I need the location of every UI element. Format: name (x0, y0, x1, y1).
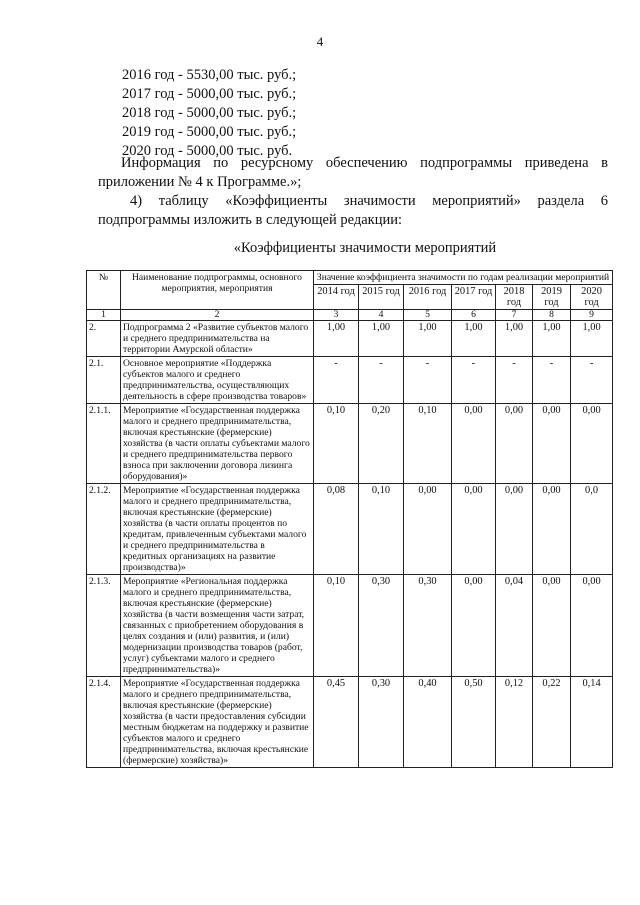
row-value: 0,40 (404, 677, 452, 768)
row-value: 0,45 (314, 677, 359, 768)
row-value: 1,00 (496, 321, 533, 357)
row-number: 2.1.3. (87, 575, 121, 677)
column-index: 4 (359, 310, 404, 321)
row-value: 0,30 (404, 575, 452, 677)
row-value: 1,00 (533, 321, 571, 357)
budget-list (122, 66, 296, 161)
row-name: Мероприятие «Государственная поддержка малого и среднего предпринимательства, включая крестьянские (фермерские) хозяйства (в части оплаты субъектами малого и среднего предпринимательства первого взноса при заключении договора лизинга оборудования)» (121, 404, 314, 484)
row-name: Мероприятие «Государственная поддержка малого и среднего предпринимательства, включая крестьянские (фермерские) хозяйства (в части оплаты процентов по кредитам, привлеченным субъектами малого и среднего предпринимательства в кредитных организациях на развитие производства)» (121, 484, 314, 575)
row-number: 2.1. (87, 357, 121, 404)
row-value: - (571, 357, 613, 404)
header-year: 2019 год (533, 285, 571, 310)
row-value: 1,00 (452, 321, 496, 357)
row-number: 2.1.2. (87, 484, 121, 575)
row-value: 0,10 (359, 484, 404, 575)
budget-line: 2020 год - 5000,00 тыс. руб. (122, 143, 293, 159)
row-value: 0,10 (314, 404, 359, 484)
row-value: 1,00 (404, 321, 452, 357)
budget-line: 2018 год - 5000,00 тыс. руб.; (122, 105, 297, 121)
column-index: 8 (533, 310, 571, 321)
column-index: 6 (452, 310, 496, 321)
row-value: 0,00 (571, 575, 613, 677)
row-value: - (496, 357, 533, 404)
column-index: 3 (314, 310, 359, 321)
row-value: - (404, 357, 452, 404)
row-value: 0,22 (533, 677, 571, 768)
row-name: Мероприятие «Региональная поддержка малого и среднего предпринимательства, включая крестьянские (фермерские) хозяйства (в части возмещения части затрат, связанных с приобретением оборудования в целях создания и (или) развития, и (или) модернизации производства товаров (работ, услуг) субъектами малого и среднего предпринимательства)» (121, 575, 314, 677)
budget-line: 2019 год - 5000,00 тыс. руб.; (122, 124, 297, 140)
coefficients-table (86, 270, 613, 768)
column-index: 5 (404, 310, 452, 321)
row-value: 0,30 (359, 575, 404, 677)
page-number: 4 (316, 34, 324, 49)
budget-line: 2017 год - 5000,00 тыс. руб.; (122, 86, 297, 102)
header-year: 2018 год (496, 285, 533, 310)
table-row (87, 575, 613, 677)
row-value: 0,10 (314, 575, 359, 677)
row-value: 0,00 (571, 404, 613, 484)
table-row (87, 677, 613, 768)
column-index: 2 (121, 310, 314, 321)
row-value: 0,00 (533, 484, 571, 575)
row-value: 0,00 (452, 484, 496, 575)
row-value: 0,00 (496, 484, 533, 575)
row-value: 0,08 (314, 484, 359, 575)
column-index: 7 (496, 310, 533, 321)
table-row (87, 404, 613, 484)
table-row (87, 357, 613, 404)
amendment-paragraph: 4) таблицу «Коэффициенты значимости мероприятий» раздела 6 подпрограммы изложить в следующей редакции: (98, 193, 608, 228)
row-value: 1,00 (314, 321, 359, 357)
row-value: 0,20 (359, 404, 404, 484)
resource-paragraph: Информация по ресурсному обеспечению подпрограммы приведена в приложении № 4 к Программе.»; (98, 155, 608, 190)
table-row (87, 321, 613, 357)
header-name: Наименование подпрограммы, основного мероприятия, мероприятия (121, 271, 314, 310)
row-value: - (359, 357, 404, 404)
column-index: 1 (87, 310, 121, 321)
row-value: 0,00 (452, 575, 496, 677)
row-value: 0,10 (404, 404, 452, 484)
row-value: 0,00 (496, 404, 533, 484)
row-value: 0,30 (359, 677, 404, 768)
row-value: 1,00 (359, 321, 404, 357)
row-value: 0,00 (404, 484, 452, 575)
header-number: № (87, 271, 121, 310)
row-number: 2.1.4. (87, 677, 121, 768)
row-value: 0,00 (452, 404, 496, 484)
row-number: 2. (87, 321, 121, 357)
row-value: 1,00 (571, 321, 613, 357)
header-values: Значение коэффициента значимости по годам реализации мероприятий (314, 271, 613, 285)
row-value: 0,0 (571, 484, 613, 575)
row-value: 0,04 (496, 575, 533, 677)
row-name: Мероприятие «Государственная поддержка малого и среднего предпринимательства, включая крестьянские (фермерские) хозяйства (в части предоставления субсидии местным бюджетам на поддержку и развитие субъектов малого и среднего предпринимательства, включая крестьянские (фермерские) хозяйства)» (121, 677, 314, 768)
header-year: 2016 год (404, 285, 452, 310)
table-row (87, 484, 613, 575)
row-value: 0,00 (533, 575, 571, 677)
row-value: - (533, 357, 571, 404)
row-value: 0,12 (496, 677, 533, 768)
row-value: 0,50 (452, 677, 496, 768)
column-index: 9 (571, 310, 613, 321)
row-name: Основное мероприятие «Поддержка субъектов малого и среднего предпринимательства, осуществляющих деятельность в сфере производства товаров» (121, 357, 314, 404)
header-year: 2020 год (571, 285, 613, 310)
row-value: - (314, 357, 359, 404)
row-name: Подпрограмма 2 «Развитие субъектов малого и среднего предпринимательства на территории Амурской области» (121, 321, 314, 357)
header-year: 2014 год (314, 285, 359, 310)
row-value: 0,14 (571, 677, 613, 768)
row-value: 0,00 (533, 404, 571, 484)
budget-line: 2016 год - 5530,00 тыс. руб.; (122, 67, 297, 83)
row-number: 2.1.1. (87, 404, 121, 484)
header-year: 2015 год (359, 285, 404, 310)
header-year: 2017 год (452, 285, 496, 310)
table-title: «Коэффициенты значимости мероприятий (233, 240, 497, 256)
row-value: - (452, 357, 496, 404)
